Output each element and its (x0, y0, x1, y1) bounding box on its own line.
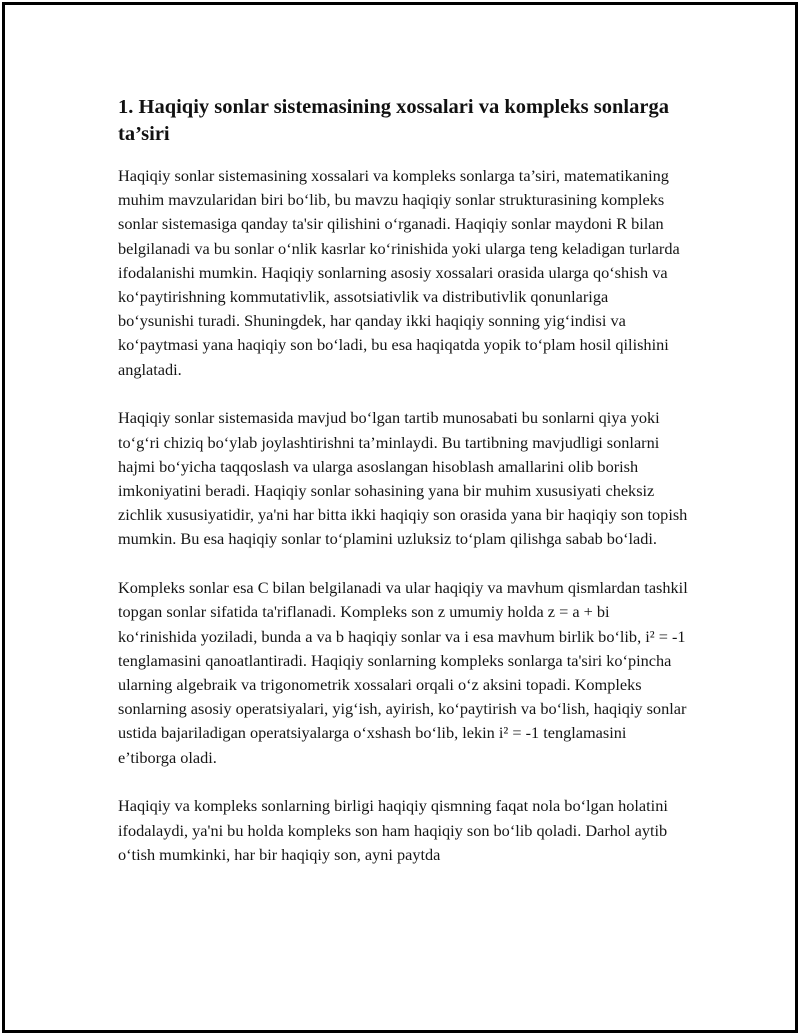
paragraph-3: Kompleks sonlar esa C bilan belgilanadi va ular haqiqiy va mavhum qismlardan tashkil topgan sonlar sifatida ta'riflanadi. Kompleks son z umumiy holda z = a + bi ko‘rinishida yoziladi, bunda a va b haqiqiy sonlar va i esa mavhum birlik bo‘lib, i² = -1 tenglamasini qanoatlantiradi. Haqiqiy sonlarning kompleks sonlarga ta'siri ko‘pincha ularning algebraik va trigonometrik xossalari orqali o‘z aksini topadi. Kompleks sonlarning asosiy operatsiyalari, yig‘ish, ayirish, ko‘paytirish va bo‘lish, haqiqiy sonlar ustida bajariladigan operatsiyalarga o‘xshash bo‘lib, lekin i² = -1 tenglamasini e’tiborga oladi. (118, 578, 688, 767)
paragraph-1: Haqiqiy sonlar sistemasining xossalari va kompleks sonlarga ta’siri, matematikaning muhim mavzularidan biri bo‘lib, bu mavzu haqiqiy sonlar strukturasining kompleks sonlar sistemasiga qanday ta'sir qilishini o‘rganadi. Haqiqiy sonlar maydoni R bilan belgilanadi va bu sonlar o‘nlik kasrlar ko‘rinishida yoki ularga teng keladigan turlarda ifodalanishi mumkin. Haqiqiy sonlarning asosiy xossalari orasida ularga qo‘shish va ko‘paytirishning kommutativlik, assotsiativlik va distributivlik qonunlariga bo‘ysunishi turadi. Shuningdek, har qanday ikki haqiqiy sonning yig‘indisi va ko‘paytmasi yana haqiqiy son bo‘ladi, bu esa haqiqatda yopik to‘plam hosil qilishini anglatadi. (118, 166, 680, 379)
document-body (118, 94, 688, 892)
section-title: 1. Haqiqiy sonlar sistemasining xossalari va kompleks sonlarga ta’siri (118, 96, 669, 145)
paragraph-4: Haqiqiy va kompleks sonlarning birligi haqiqiy qismning faqat nola bo‘lgan holatini ifodalaydi, ya'ni bu holda kompleks son ham haqiqiy son bo‘lib qoladi. Darhol aytib o‘tish mumkinki, har bir haqiqiy son, ayni paytda (118, 796, 668, 864)
paragraph-2: Haqiqiy sonlar sistemasida mavjud bo‘lgan tartib munosabati bu sonlarni qiya yoki to‘g‘ri chiziq bo‘ylab joylashtirishni ta’minlaydi. Bu tartibning mavjudligi sonlarni hajmi bo‘yicha taqqoslash va ularga asoslangan hisoblash amallarini olib borish imkoniyatini beradi. Haqiqiy sonlar sohasining yana bir muhim xususiyati cheksiz zichlik xususiyatidir, ya'ni har bitta ikki haqiqiy son orasida yana bir haqiqiy son topish mumkin. Bu esa haqiqiy sonlar to‘plamini uzluksiz to‘plam qilishga sabab bo‘ladi. (118, 408, 688, 549)
